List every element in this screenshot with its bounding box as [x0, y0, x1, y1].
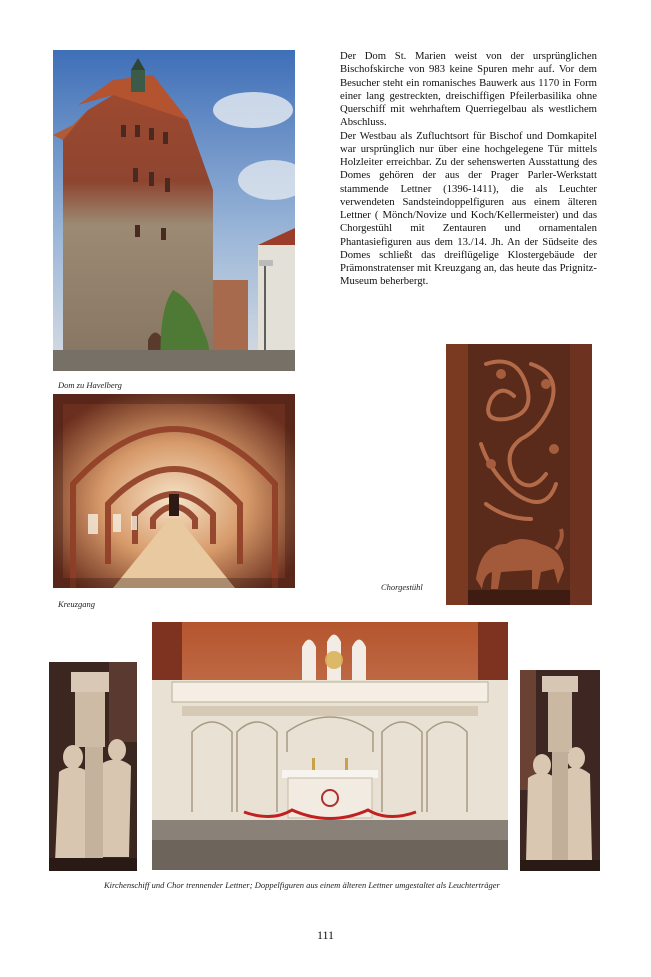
body-paragraph-1: Der Dom St. Marien weist von der ursprünglichen Bischofskirche von 983 keine Spuren mehr auf. Vor dem Besucher steht ein romanisches Bauwerk aus 1170 in Form einer lang gestreckten, dreischiffigen Pfeilerbasilika ohne Querschiff mit wehrhaftem Querriegelbau als westlichem Abschluss.: [340, 50, 597, 129]
photo-lettner: [152, 622, 508, 870]
photo-kreuzgang: [53, 394, 295, 588]
photo-chorgestuehl: [446, 344, 592, 605]
photo-doppelfigur-right: [520, 670, 600, 871]
photo-doppelfigur-left: [49, 662, 137, 871]
photo-dom-havelberg: [53, 50, 295, 371]
body-text: [340, 50, 597, 289]
caption-chorgestuehl: Chorgestühl: [381, 582, 423, 592]
caption-kreuzgang: Kreuzgang: [58, 599, 95, 609]
caption-dom: Dom zu Havelberg: [58, 380, 122, 390]
body-paragraph-2: Der Westbau als Zufluchtsort für Bischof und Domkapitel war ursprünglich nur über eine hochgelegene Tür mittels Holzleiter erreichbar. Zu der sehenswerten Ausstattung des Domes gehören der aus der Prager Parler-Werkstatt stammende Lettner (1396-1411), die als Leuchter verwendeten Sandsteindoppelfiguren aus einem älteren Lettner ( Mönch/Novize und Koch/Kellermeister) und das Chorgestühl mit Zentauren und ornamentalen Phantasiefiguren aus dem 13./14. Jh. An der Südseite des Domes schließt das dreiflügelige Klostergebäude der Prämonstratenser mit Kreuzgang an, das heute das Prignitz-Museum beherbergt.: [340, 129, 597, 288]
page-number: 111: [316, 928, 335, 942]
caption-lettner: Kirchenschiff und Chor trennender Lettner; Doppelfiguren aus einem älteren Lettner umgestaltet als Leuchterträger: [104, 880, 500, 890]
